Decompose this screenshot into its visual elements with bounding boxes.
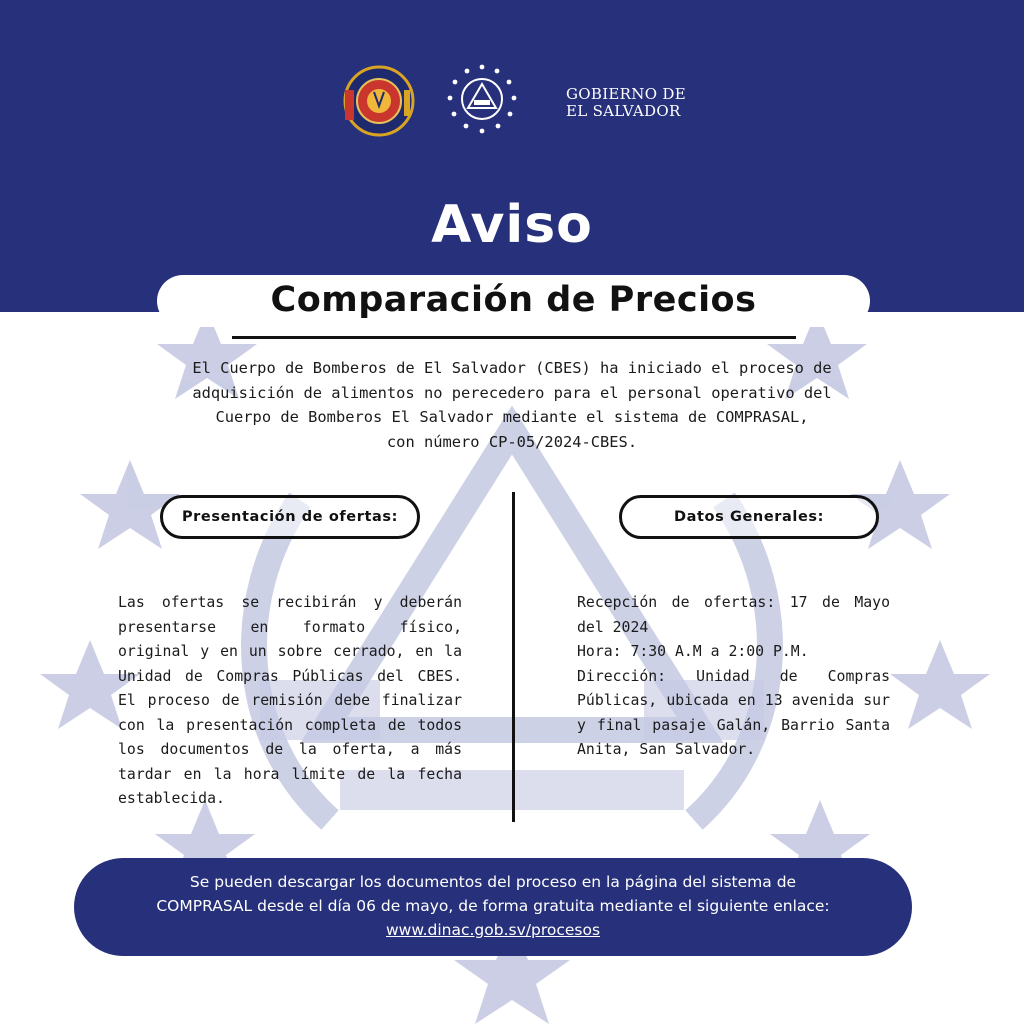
intro-line: El Cuerpo de Bomberos de El Salvador (CBES) ha iniciado el proceso de [192, 359, 832, 377]
intro-line: con número CP-05/2024-CBES. [386, 432, 638, 451]
header-band [0, 0, 1024, 312]
government-name-line1: GOBIERNO DE [566, 85, 686, 103]
firefighter-shield-logo-icon [340, 62, 418, 140]
government-wordmark [566, 86, 686, 120]
intro-line: Cuerpo de Bomberos El Salvador mediante el sistema de COMPRASAL, [215, 408, 809, 426]
reception-date: Recepción de ofertas: 17 de Mayo del 2024 [577, 594, 890, 636]
presentacion-body [118, 591, 462, 812]
footer-line1: Se pueden descargar los documentos del proceso en la página del sistema de [189, 873, 797, 891]
reception-address: Dirección: Unidad de Compras Públicas, ubicada en 13 avenida sur y final pasaje Galán, Barrio Santa Anita, San Salvador. [577, 667, 890, 758]
title-underline [232, 336, 796, 339]
page-title: Comparación de Precios [270, 280, 757, 320]
intro-line: adquisición de alimentos no perecedero para el personal operativo del [192, 383, 832, 402]
watermark-star-icon [890, 640, 990, 729]
el-salvador-coat-of-arms-icon [444, 62, 520, 138]
column-divider [512, 492, 515, 822]
presentacion-heading-pill: Presentación de ofertas: [160, 495, 420, 539]
intro-paragraph [170, 356, 854, 454]
footer-text [74, 870, 912, 942]
logo-row [340, 62, 700, 140]
presentacion-text: Las ofertas se recibirán y deberán presentarse en formato físico, original y en un sobre cerrado, en la Unidad de Compras Públicas del CBES. El proceso de remisión debe finalizar con la presentación completa de todos los documentos de la oferta, a más tardar en la hora límite de la fecha establecida. [118, 594, 462, 807]
procesos-link[interactable]: www.dinac.gob.sv/procesos [385, 921, 601, 939]
aviso-heading: Aviso [431, 195, 593, 255]
government-name-line2: EL SALVADOR [566, 102, 681, 120]
datos-generales-body [577, 591, 890, 763]
footer-line2: COMPRASAL desde el día 06 de mayo, de forma gratuita mediante el siguiente enlace: [156, 897, 830, 915]
datos-generales-heading-pill: Datos Generales: [619, 495, 879, 539]
reception-hours: Hora: 7:30 A.M a 2:00 P.M. [577, 643, 809, 660]
